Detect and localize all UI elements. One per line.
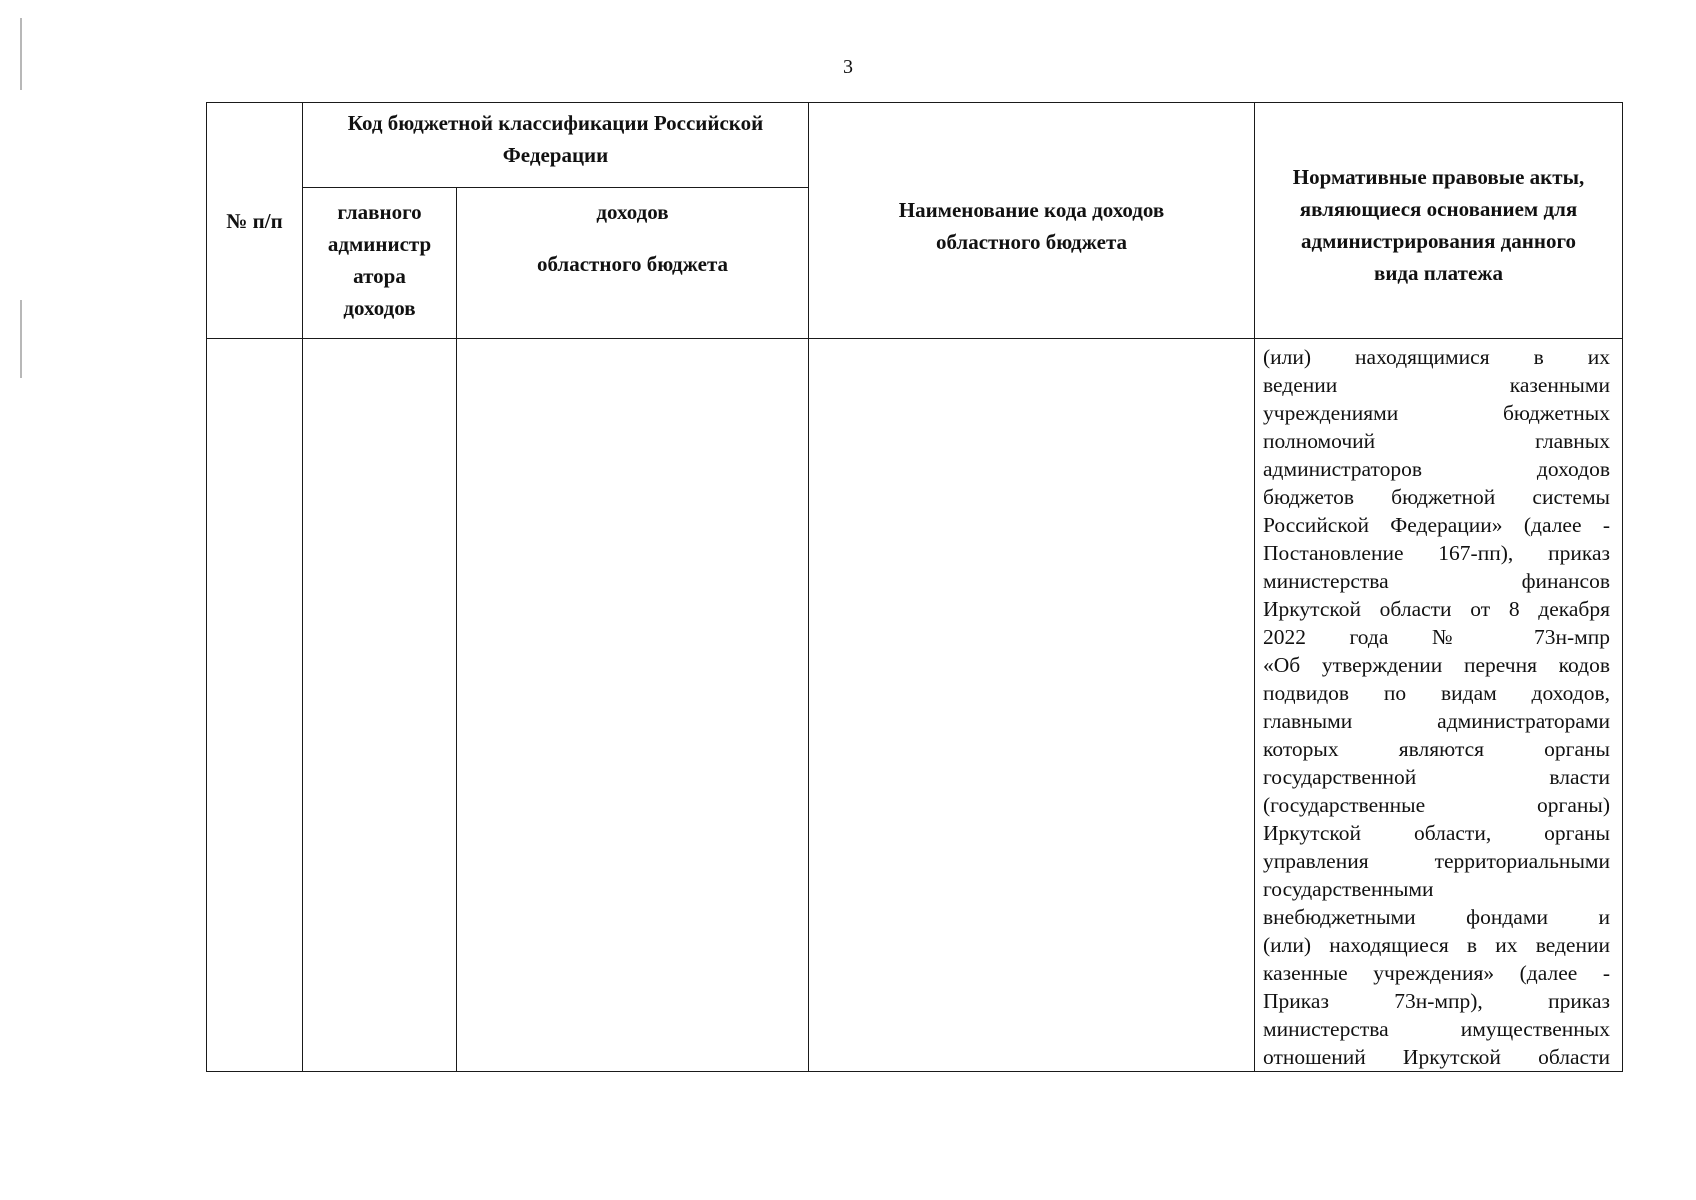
legal-acts-line: учреждениями бюджетных — [1263, 401, 1610, 425]
header-chief-admin-line: доходов — [343, 296, 416, 320]
legal-acts-line: (или) находящимися в их — [1263, 345, 1610, 369]
header-income-line-2: областного бюджета — [536, 252, 729, 276]
legal-acts-line: Приказ 73н-мпр), приказ — [1263, 989, 1610, 1013]
header-legal-acts-line: Нормативные правовые акты, — [1292, 164, 1585, 189]
header-code-name-line: областного бюджета — [935, 229, 1128, 254]
legal-acts-line: Постановление 167-пп), приказ — [1263, 541, 1610, 565]
header-chief-admin-line: атора — [353, 264, 406, 288]
legal-acts-line: государственными — [1263, 877, 1434, 901]
header-cell-income — [457, 188, 809, 339]
row-income-code-cell — [457, 339, 809, 1072]
legal-acts-line: администраторов доходов — [1263, 457, 1610, 481]
page-number: 3 — [843, 56, 853, 78]
header-chief-admin-line: главного — [337, 200, 422, 224]
header-cell-chief-admin — [303, 188, 457, 339]
header-cell-kbk-group — [303, 103, 809, 188]
legal-acts-line: министерства финансов — [1263, 569, 1610, 593]
table-row — [207, 339, 1623, 1072]
legal-acts-line: внебюджетными фондами и — [1263, 905, 1610, 929]
legal-acts-line: 2022 года № 73н-мпр — [1263, 625, 1610, 649]
revenue-administration-table — [206, 102, 1623, 1072]
scan-edge-mark-top — [20, 18, 22, 90]
legal-acts-line: управления территориальными — [1263, 849, 1610, 873]
legal-acts-line: (или) находящиеся в их ведении — [1263, 933, 1610, 957]
header-cell-code-name — [809, 103, 1255, 339]
header-legal-acts-line: администрирования данного — [1300, 228, 1577, 253]
legal-acts-line: бюджетов бюджетной системы — [1263, 485, 1610, 509]
legal-acts-line: (государственные органы) — [1263, 793, 1610, 817]
legal-acts-line: отношений Иркутской области — [1263, 1045, 1610, 1069]
legal-acts-line: казенные учреждения» (далее - — [1263, 961, 1610, 985]
header-income-spacer — [457, 228, 808, 248]
legal-acts-line: ведении казенными — [1263, 373, 1610, 397]
header-income-line-1: доходов — [596, 200, 669, 224]
row-code-name-cell — [809, 339, 1255, 1072]
header-kbk-group-label: Код бюджетной классификации Российской Федерации — [347, 111, 764, 167]
legal-acts-line: полномочий главных — [1263, 429, 1610, 453]
row-legal-acts-cell — [1255, 339, 1623, 1072]
legal-acts-line: подвидов по видам доходов, — [1263, 681, 1610, 705]
legal-acts-line: «Об утверждении перечня кодов — [1263, 653, 1610, 677]
legal-acts-line: которых являются органы — [1263, 737, 1610, 761]
header-cell-number — [207, 103, 303, 339]
header-chief-admin-line: администр — [327, 232, 432, 256]
legal-acts-line: Иркутской области от 8 декабря — [1263, 597, 1610, 621]
header-legal-acts-line: являющиеся основанием для — [1299, 196, 1578, 221]
legal-acts-line: главными администраторами — [1263, 709, 1610, 733]
header-legal-acts-line: вида платежа — [1373, 260, 1503, 285]
legal-acts-line: Иркутской области, органы — [1263, 821, 1610, 845]
row-number-cell — [207, 339, 303, 1072]
header-code-name-line: Наименование кода доходов — [898, 197, 1165, 222]
legal-acts-line: министерства имущественных — [1263, 1017, 1610, 1041]
legal-acts-line: государственной власти — [1263, 765, 1610, 789]
scan-edge-mark-bottom — [20, 300, 22, 378]
row-chief-admin-cell — [303, 339, 457, 1072]
header-row-top — [207, 103, 1623, 188]
header-number-label: № п/п — [226, 208, 283, 233]
header-cell-legal-acts — [1255, 103, 1623, 339]
legal-acts-line: Российской Федерации» (далее - — [1263, 513, 1610, 537]
